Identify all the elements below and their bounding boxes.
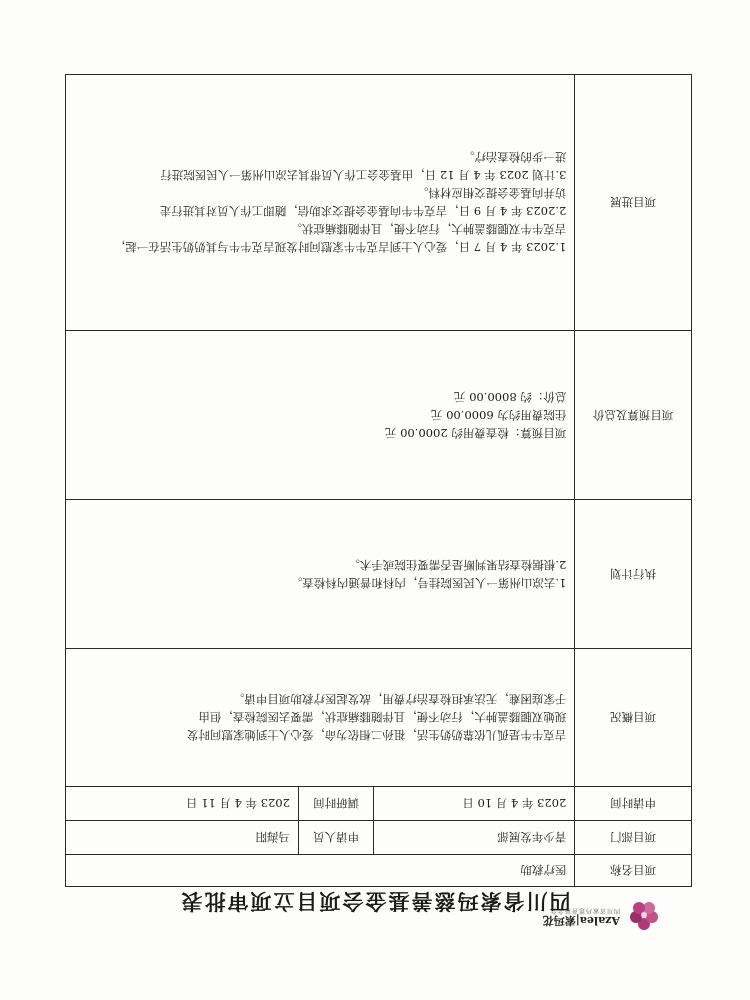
project-name-value: 医疗救助 (66, 855, 575, 887)
plan-label: 执行计划 (575, 500, 692, 649)
department-label: 项目部门 (575, 821, 692, 855)
row-dates (66, 787, 692, 821)
overview-text: 吉克牛牛是孤儿依靠奶奶生活，祖孙二相依为命，爱心人士到她家慰问时发 现她双腿膝盖肿大，行动不便，且伴随膝痛症状，需要去医院检查，但由 于家庭困难，无法承担检查治疗费用，故发起医疗救助项目申请。 (66, 649, 575, 787)
document-title: 四川省索玛慈善基金会项目立项审批表 (179, 889, 571, 914)
survey-date-value: 2023 年 4 月 11 日 (66, 787, 299, 821)
apply-date-value: 2023 年 4 月 10 日 (374, 787, 575, 821)
row-budget (66, 331, 692, 500)
logo-name: Azalea|索玛花 (542, 913, 620, 927)
budget-label: 项目预算及总价 (575, 331, 692, 500)
department-value: 青少年发展部 (374, 821, 575, 855)
row-project-name (66, 855, 692, 887)
progress-text: 1.2023 年 4 月 7 日，爱心人士到吉克牛牛家慰问时发现吉克牛牛与其奶奶生活在一起， 吉克牛牛双腿膝盖肿大，行动不便，且伴随膝痛症状。 2.2023 年 4 月 9 日，吉克牛牛向基金会提交求助信，随即工作人员对其进行走 访并向基金会提交相应材料。 3.计划 2023 年 4 月 12 日，由基金会工作人员带其去凉山州第一人民医院进行 进一步的检查治疗。 (66, 75, 575, 331)
apply-date-label: 申请时间 (575, 787, 692, 821)
budget-text: 项目预算：检查费用约 2000.00 元 住院费用约为 6000.00 元 总价：约 8000.00 元 (66, 331, 575, 500)
row-plan (66, 500, 692, 649)
logo-subtitle: 四川省索玛慈善基金会 (549, 907, 620, 915)
row-department (66, 821, 692, 855)
approval-form-table (65, 74, 692, 887)
progress-label: 项目进展 (575, 75, 692, 331)
survey-date-label: 调研时间 (298, 787, 373, 821)
overview-label: 项目概况 (575, 649, 692, 787)
row-progress (66, 75, 692, 331)
project-name-label: 项目名称 (575, 855, 692, 887)
plan-text: 1.去凉山州第一人民医院挂号，内科和普通内科检查。 2.根据检查结果判断是否需要住院或手术。 (66, 500, 575, 649)
applicant-label: 申请人员 (298, 821, 373, 855)
applicant-value: 马海阳 (66, 821, 299, 855)
row-overview (66, 649, 692, 787)
